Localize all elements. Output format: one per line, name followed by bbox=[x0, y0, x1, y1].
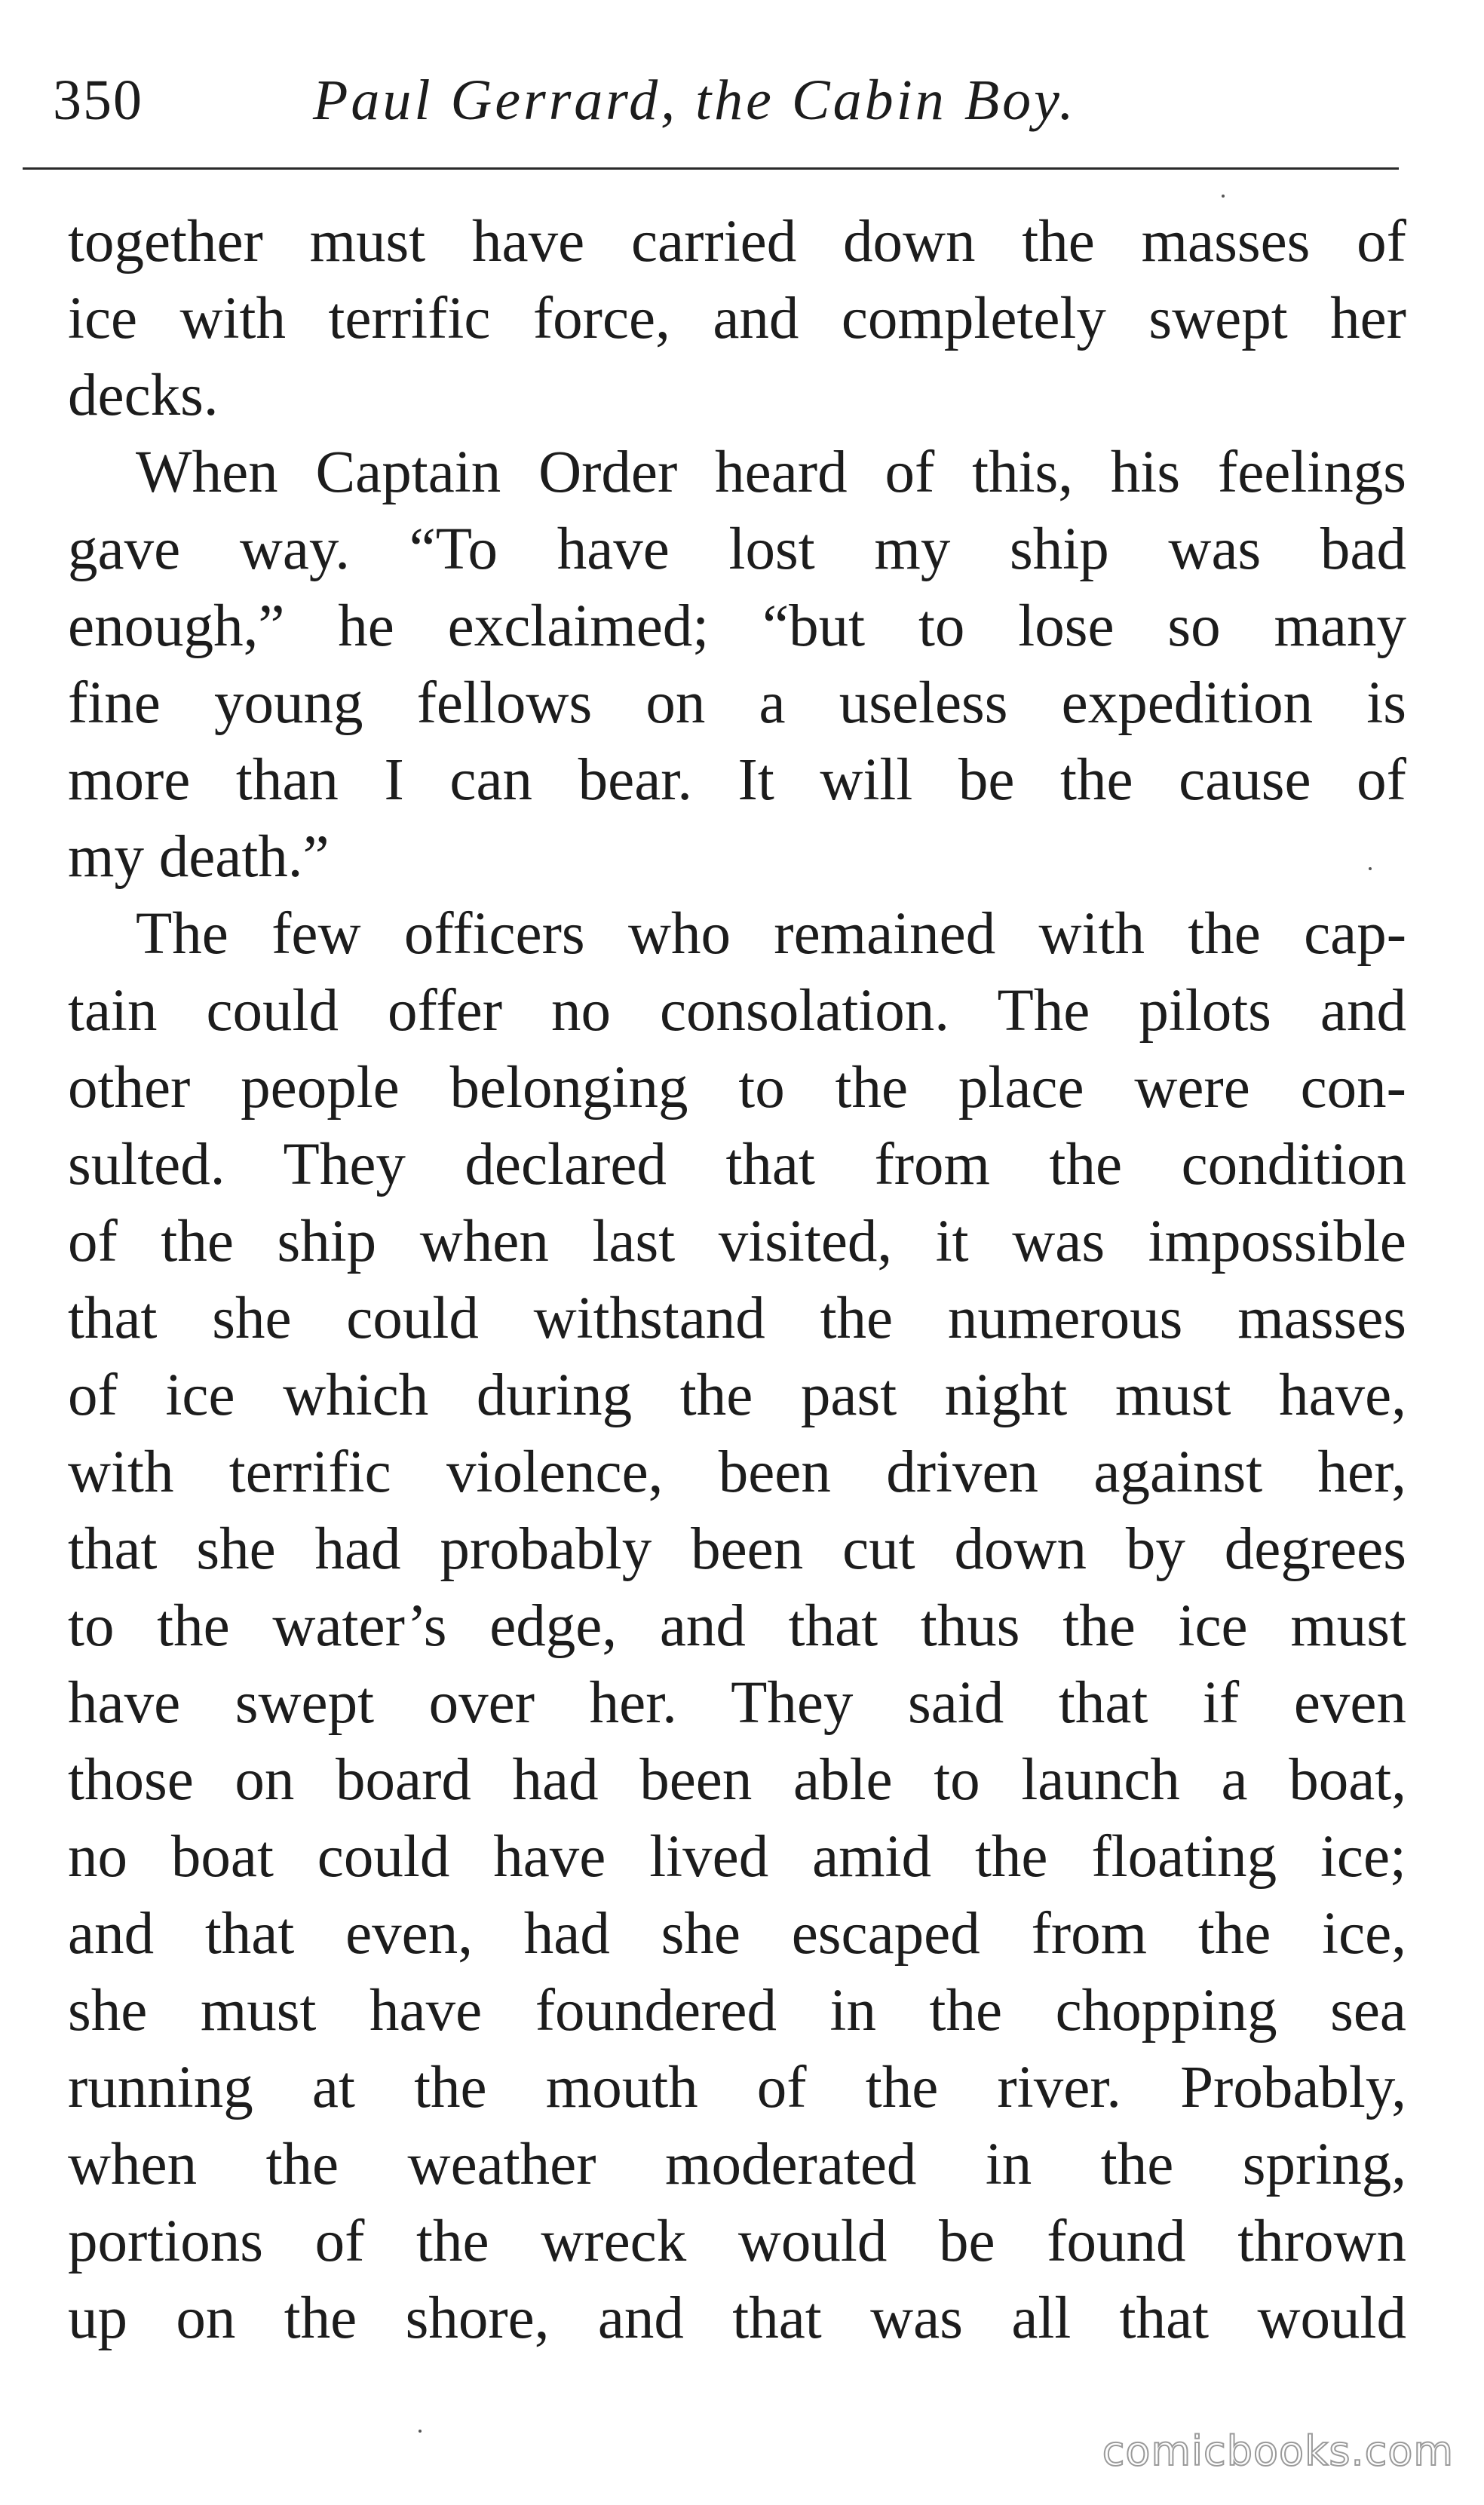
text-line: fine young fellows on a useless expedition is bbox=[68, 670, 1406, 736]
page-number: 350 bbox=[53, 69, 143, 132]
text-line: with terrific violence, been driven against her, bbox=[68, 1440, 1406, 1505]
text-line: and that even, had she escaped from the ice, bbox=[68, 1901, 1406, 1967]
text-line: up on the shore, and that was all that would bbox=[68, 2286, 1406, 2351]
body-text bbox=[68, 204, 1406, 2357]
text-line: sulted. They declared that from the condition bbox=[68, 1132, 1406, 1197]
watermark: comicbooks.com bbox=[1102, 2427, 1454, 2475]
text-line: other people belonging to the place were con- bbox=[68, 1055, 1406, 1121]
text-line: she must have foundered in the chopping sea bbox=[68, 1978, 1406, 2044]
text-line: those on board had been able to launch a boat, bbox=[68, 1747, 1406, 1813]
print-speck bbox=[1222, 195, 1225, 198]
page-header bbox=[53, 45, 1410, 158]
text-line: tain could offer no consolation. The pilots and bbox=[68, 978, 1406, 1044]
print-speck bbox=[419, 2430, 422, 2433]
text-line: gave way. “To have lost my ship was bad bbox=[68, 517, 1406, 582]
text-line: of ice which during the past night must have, bbox=[68, 1363, 1406, 1428]
text-line: decks. bbox=[68, 363, 219, 428]
running-title: Paul Gerrard, the Cabin Boy. bbox=[313, 69, 1077, 132]
text-line: my death.” bbox=[68, 824, 330, 890]
text-line: portions of the wreck would be found thrown bbox=[68, 2209, 1406, 2274]
text-line: of the ship when last visited, it was impossible bbox=[68, 1209, 1406, 1274]
text-line: running at the mouth of the river. Probably, bbox=[68, 2055, 1406, 2120]
text-line: that she had probably been cut down by degrees bbox=[68, 1516, 1406, 1582]
text-line: no boat could have lived amid the floating ice; bbox=[68, 1824, 1406, 1890]
text-line: to the water’s edge, and that thus the ice must bbox=[68, 1593, 1406, 1659]
print-speck bbox=[1369, 867, 1372, 870]
text-line: have swept over her. They said that if even bbox=[68, 1670, 1406, 1736]
text-line: enough,” he exclaimed; “but to lose so many bbox=[68, 593, 1406, 659]
text-line: The few officers who remained with the cap- bbox=[136, 901, 1406, 967]
text-line: together must have carried down the masses of bbox=[68, 209, 1406, 274]
text-line: When Captain Order heard of this, his feelings bbox=[136, 440, 1406, 505]
text-line: more than I can bear. It will be the cause of bbox=[68, 747, 1406, 813]
text-line: when the weather moderated in the spring, bbox=[68, 2132, 1406, 2197]
text-line: ice with terrific force, and completely swept her bbox=[68, 286, 1406, 351]
text-line: that she could withstand the numerous masses bbox=[68, 1286, 1406, 1351]
header-rule bbox=[23, 167, 1399, 170]
